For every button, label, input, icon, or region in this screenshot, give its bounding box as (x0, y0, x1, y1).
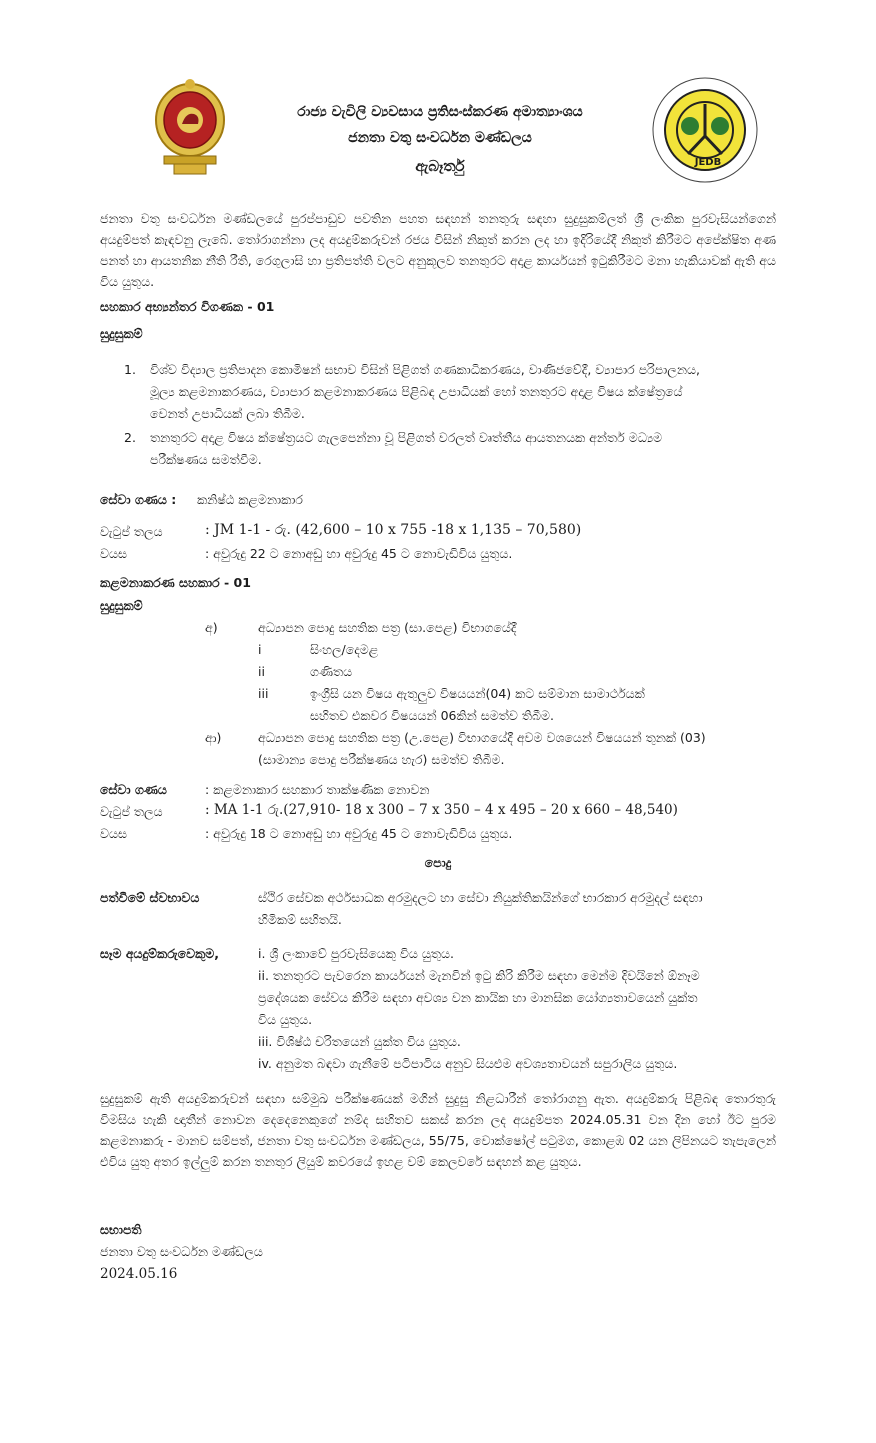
post2-aa-label: ආ) (205, 730, 222, 745)
signature-org: ජනතා වතු සංවර්ධන මණ්ඩලය (100, 1244, 263, 1259)
nature-line: ස්ථිර සේවක අර්ථසාධක අරමුදලට හා සේවා නියුක්තිකයින්ගේ භාරකාර අරමුදල් සඳහා (258, 890, 703, 905)
closing-paragraph: සුදුසුකම් ඇති අයදුම්කරුවන් සඳහා සම්මුඛ පරීක්ෂණයක් මගින් සුදුසු නිළධාරීන් තෝරාගනු ඇත. අයදුම්කරු පිළිබඳ තොරතුරු විමසිය හැකි ඥාතීන් නොවන දෙදෙනෙකුගේ නම්ද සහිතව සකස් කරන ලද අයදුම්පත 2024.05.31 වන දින හෝ ඊට පුරම කළමනාකරු - මානව සම්පත්, ජනතා වතු සංවර්ධන මණ්ඩලය, 55/75, වොක්ෂෝල් පටුමග, කොළඹ 02 යන ලිපිනයට තැපැලෙන් එවිය යුතු අතර ඉල්ලුම් කරන තනතුර ලියුම් කවරයේ ඉහළ වම් කෙලවරේ සඳහන් කළ යුතුය. (100, 1091, 776, 1169)
post2-age-value: : අවුරුදු 18 ට නොඅඩු හා අවුරුදු 45 ට නොවැඩිවිය යුතුය. (205, 826, 513, 841)
post2-sub-text: ගණිතය (310, 664, 353, 679)
signature-title: සභාපති (100, 1222, 142, 1237)
post2-service-value: : කළමනාකාර සහකාර තාක්ෂණික නොවන (205, 782, 430, 797)
ministry-title: රාජ්‍ය වැවිලි ව්‍යවසාය ප්‍රතිසංස්කරණ අමාත්‍යාංශය (297, 104, 583, 120)
nature-line: හිමිකම් සහිතයි. (258, 912, 342, 927)
post1-q1-number: 1. (124, 362, 136, 377)
general-heading: පොදු (424, 855, 452, 870)
post2-salary-label: වැටුප් තලය (100, 804, 163, 819)
post1-q2-line: තනතුරට අදාළ විෂය ක්ෂේත්‍රයට ගැලපෙන්නා වූ පිළිගත් වරලත් වෘත්තීය ආයතනයක අන්තර් මධ්‍යම (150, 430, 663, 445)
board-title: ජනතා වතු සංවර්ධන මණ්ඩලය (348, 130, 532, 146)
requirement-line: ප්‍රදේශයක සේවය කිරීම සඳහා අවශ්‍ය වන කායික හා මානසික යෝග්‍යතාවයෙන් යුක්ත (258, 990, 698, 1005)
jedb-logo-icon (650, 74, 760, 186)
post2-aa-line: (සාමාන්‍ය පොදු පරීක්ෂණය හැර) සමත්ව තිබීම. (258, 752, 505, 767)
requirement-line: iii. විශිෂ්ඨ චරිතයෙන් යුක්ත විය යුතුය. (258, 1034, 461, 1049)
post2-age-label: වයස (100, 826, 127, 841)
post2-a-text: අධ්‍යාපන පොදු සහතික පත්‍ර (සා.පෙළ) විභාගයේදී (258, 620, 517, 635)
post1-q1-line: මූල්‍ය කළමනාකරණය, ව්‍යාපාර කළමනාකරණය පිළිබඳ උපාධියක් හෝ තනතුරට අදාළ විෂය ක්ෂේත්‍රයේ (150, 384, 683, 399)
jedb-logo-text: JEDB (694, 157, 722, 168)
post1-qual-heading: සුදුසුකම් (100, 326, 143, 341)
post1-service-value: කනිෂ්ඨ කළමනාකාර (197, 492, 303, 507)
post1-title: සහකාර අභ්‍යන්තර විගණක - 01 (100, 299, 275, 314)
signature-date: 2024.05.16 (100, 1266, 178, 1282)
post2-aa-line: අධ්‍යාපන පොදු සහතික පත්‍ර (උ.පෙළ) විභාගයේදී අවම වශයෙන් විෂයයන් තුනක් (03) (258, 730, 706, 745)
post1-q1-line: විශ්ව විද්‍යාල ප්‍රතිපාදන කොමිෂන් සභාව විසින් පිළිගත් ගණකාධිකරණය, වාණිජවේදී, ව්‍යාපාර පරිපාලනය, (150, 362, 700, 377)
requirements-label: සෑම අයදුම්කරුවෙකුම, (100, 946, 220, 961)
requirement-line: i. ශ්‍රී ලංකාවේ පුරවැසියෙකු විය යුතුය. (258, 946, 454, 961)
national-emblem-icon (150, 76, 230, 176)
post2-sub-text: ඉංග්‍රීසි යන විෂය ඇතුලුව විෂයයන්(04) කට සම්මාන සාමාර්ථයක් (310, 686, 645, 701)
post1-age-label: වයස (100, 546, 127, 561)
post2-sub-text: සහිතව එකවර විෂයයන් 06කින් සමත්ව තිබීම. (310, 708, 554, 723)
post2-sub-number: ii (258, 664, 265, 679)
post2-salary-value: : MA 1-1 රු.(27,910- 18 x 300 – 7 x 350 – 4 x 495 – 20 x 660 – 48,540) (205, 802, 678, 818)
nature-label: පත්වීමේ ස්වභාවය (100, 890, 200, 905)
post2-sub-text: සිංහල/දෙමළ (310, 642, 379, 657)
post1-q2-number: 2. (124, 430, 136, 445)
post2-sub-number: iii (258, 686, 269, 701)
post1-q1-line: වෙනත් උපාධියක් ලබා තිබීම. (150, 406, 305, 421)
post2-service-label: සේවා ගණය (100, 782, 167, 797)
requirement-line: ii. තනතුරට පැවරෙන කාර්යයන් මැනවින් ඉටු කිරි කිරීම සඳහා මෙන්ම දිවයිනේ ඕනෑම (258, 968, 700, 983)
post1-salary-value: : JM 1-1 - රු. (42,600 – 10 x 755 -18 x 1,135 – 70,580) (205, 522, 582, 538)
post1-salary-label: වැටුප් තලය (100, 524, 163, 539)
post1-q2-line: පරීක්ෂණය සමත්වීම. (150, 452, 262, 467)
post2-qual-heading: සුදුසුකම් (100, 598, 143, 613)
post2-a-label: අ) (205, 620, 218, 635)
vacancies-title: ඇබෑර්තු (415, 157, 465, 175)
post1-age-value: : අවුරුදු 22 ට නොඅඩු හා අවුරුදු 45 ට නොවැඩිවිය යුතුය. (205, 546, 513, 561)
post2-sub-number: i (258, 642, 262, 657)
requirement-line: iv. අනුමත බඳවා ගැනීමේ පටිපාටිය අනුව සියළුම අවශ්‍යතාවයන් සපුරාලිය යුතුය. (258, 1056, 678, 1071)
requirement-line: විය යුතුය. (258, 1012, 313, 1027)
post1-service-label: සේවා ගණය : (100, 492, 177, 507)
post2-title: කළමනාකරණ සහකාර - 01 (100, 575, 251, 590)
intro-paragraph: ජනතා වතු සංවර්ධන මණ්ඩලයේ පුරප්පාඩුව පවතින පහත සඳහන් තනතුරු සඳහා සුදුසුකම්ලත් ශ්‍රී ලංකික පුරවැසියන්ගෙන් අයදුම්පත් කැඳවනු ලැබේ. තෝරාගන්නා ලද අයදුම්කරුවන් රජය විසින් නිකුත් කරන ලද හා ඉදිරියේදී නිකුත් කිරීමට අපේක්ෂිත අණ පනත් හා ආයතනික නීති රීති, රෙගුලාසි හා ප්‍රතිපත්ති වලට අනුකූලව තනතුරට අදාළ කාර්යයන් ඉටුකිරීමට මනා හැකියාවක් ඇති අය විය යුතුය. (100, 211, 776, 289)
